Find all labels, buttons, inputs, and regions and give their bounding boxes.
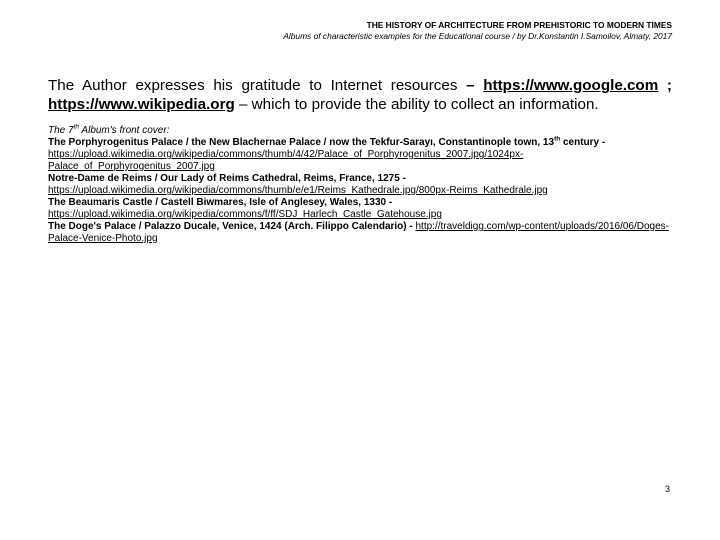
credit-entry-url[interactable]: https://upload.wikimedia.org/wikipedia/commons/thumb/e/e1/Reims_Kathedrale.jpg/800px-Reims_Kathedrale.jpg (48, 185, 548, 196)
credit-entry-title: The Porphyrogenitus Palace / the New Blachernae Palace / now the Tekfur-Sarayı, Constantinople town, 13th century - (48, 135, 606, 148)
credit-entry-title: The Beaumaris Castle / Castell Biwmares, Isle of Anglesey, Wales, 1330 - (48, 197, 393, 208)
page-header (283, 20, 672, 42)
gratitude-text-after: – which to provide the ability to collect an information. (239, 96, 599, 113)
page-number: 3 (664, 484, 670, 494)
credit-entry (48, 173, 672, 197)
cover-label: The 7th Album's front cover: (48, 123, 170, 136)
credit-entry-title: Notre-Dame de Reims / Our Lady of Reims Cathedral, Reims, France, 1275 - (48, 173, 406, 184)
header-title: THE HISTORY OF ARCHITECTURE FROM PREHISTORIC TO MODERN TIMES (366, 20, 672, 30)
credit-entry-url[interactable]: http://traveldigg.com/wp-content/uploads/2016/06/Doges-Palace-Venice-Photo.jpg (48, 221, 669, 244)
gratitude-dash: – (466, 77, 475, 94)
gratitude-paragraph (48, 76, 672, 114)
credit-entry (48, 137, 672, 173)
credit-entry-title: The Doge's Palace / Palazzo Ducale, Venice, 1424 (Arch. Filippo Calendario) - (48, 221, 413, 232)
google-link[interactable]: https://www.google.com (483, 77, 659, 94)
wikipedia-link[interactable]: https://www.wikipedia.org (48, 96, 235, 113)
credit-entry-url[interactable]: https://upload.wikimedia.org/wikipedia/commons/thumb/4/42/Palace_of_Porphyrogenitus_2007.jpg/1024px-Palace_of_Porphyrogenitus_2007.jpg (48, 149, 524, 172)
gratitude-text-before: The Author expresses his gratitude to Internet resources (48, 77, 458, 94)
gratitude-separator: ; (666, 77, 672, 94)
credit-entry (48, 221, 672, 245)
credit-entry-url[interactable]: https://upload.wikimedia.org/wikipedia/commons/f/ff/SDJ_Harlech_Castle_Gatehouse.jpg (48, 209, 442, 220)
header-subtitle: Albums of characteristic examples for the Educational course / by Dr.Konstantin I.Samoilov, Almaty, 2017 (283, 31, 672, 41)
credit-entry (48, 197, 672, 221)
image-credits (48, 125, 672, 245)
